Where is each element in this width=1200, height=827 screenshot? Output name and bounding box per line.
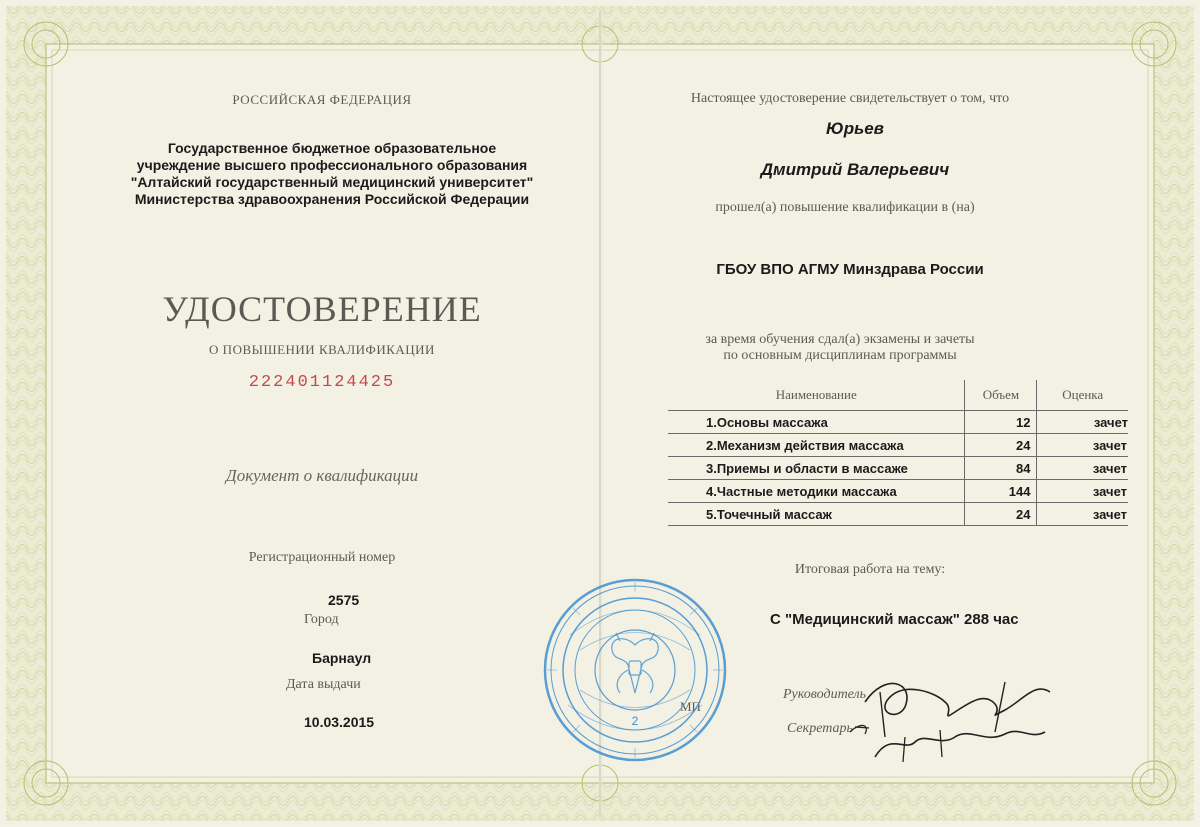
table-row [668,411,1128,434]
holder-given-names: Дмитрий Валерьевич [760,160,950,179]
discipline-hours: 12 [965,411,1037,434]
discipline-name: 1.Основы массажа [668,411,965,434]
serial-number: 222401124425 [248,373,396,392]
secretary-label: Секретарь [787,721,853,736]
discipline-hours: 144 [965,480,1037,503]
signatures [845,662,1085,772]
discipline-grade: зачет [1037,503,1128,526]
discipline-hours: 24 [965,434,1037,457]
discipline-name: 5.Точечный массаж [668,503,965,526]
stamp-seal-icon [540,575,730,765]
discipline-name: 2.Механизм действия массажа [668,434,965,457]
issue-date-label: Дата выдачи [286,677,361,692]
intro-text: Настоящее удостоверение свидетельствует о том, что [690,91,1010,106]
official-stamp [540,575,730,765]
institution-line-1: Государственное бюджетное образовательное [167,140,497,156]
discipline-name: 4.Частные методики массажа [668,480,965,503]
header-hours: Объем [965,380,1037,411]
reg-number-label: Регистрационный номер [248,550,396,565]
institution-line-2: учреждение высшего профессионального образования [136,157,528,173]
discipline-grade: зачет [1037,457,1128,480]
disciplines-table [668,380,1128,526]
table-header-row [668,380,1128,411]
table-row [668,480,1128,503]
head-label: Руководитель [783,687,867,702]
completed-text: прошел(а) повышение квалификации в (на) [715,200,975,215]
discipline-grade: зачет [1037,411,1128,434]
table-row [668,457,1128,480]
discipline-grade: зачет [1037,434,1128,457]
country-name: РОССИЙСКАЯ ФЕДЕРАЦИЯ [232,92,412,107]
reg-number-value: 2575 [328,592,360,608]
institution-line-3: "Алтайский государственный медицинский университет" [130,174,534,190]
stamp-number: 2 [631,714,639,728]
final-work-label: Итоговая работа на тему: [794,562,946,577]
table-row [668,503,1128,526]
mp-mark: МП [680,699,701,714]
document-type: Документ о квалификации [225,466,419,485]
final-work-topic: С "Медицинский массаж" 288 час [770,611,1019,628]
organization-name: ГБОУ ВПО АГМУ Минздрава России [716,261,984,278]
header-grade: Оценка [1037,380,1128,411]
discipline-hours: 84 [965,457,1037,480]
holder-surname: Юрьев [826,119,884,138]
discipline-grade: зачет [1037,480,1128,503]
discipline-name: 3.Приемы и области в массаже [668,457,965,480]
city-value: Барнаул [312,650,372,666]
discipline-hours: 24 [965,503,1037,526]
city-label: Город [304,612,339,627]
issue-date-value: 10.03.2015 [304,714,375,730]
exam-text-line-2: по основным дисциплинам программы [723,348,957,363]
certificate-subtitle: О ПОВЫШЕНИИ КВАЛИФИКАЦИИ [209,342,435,357]
left-page [82,62,582,774]
exam-text-line-1: за время обучения сдал(а) экзамены и зачеты [705,332,975,347]
table-row [668,434,1128,457]
header-name: Наименование [668,380,965,411]
certificate-title: УДОСТОВЕРЕНИЕ [162,289,482,329]
institution-line-4: Министерства здравоохранения Российской Федерации [134,191,530,207]
